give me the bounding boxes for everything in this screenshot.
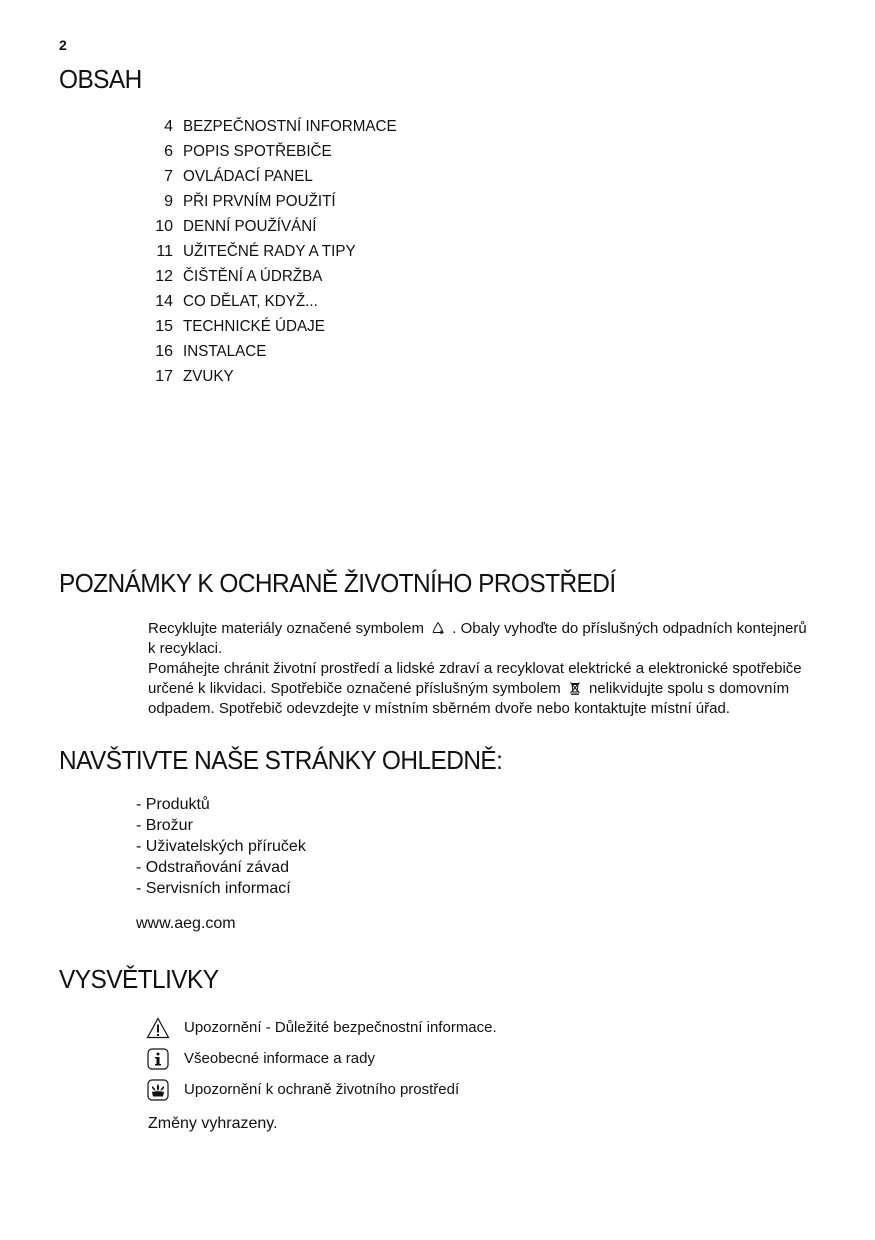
recycle-text-end: . Obaly vyhoďte do příslušných odpadních kontejnerů k recyklaci. [148, 620, 807, 657]
recycle-icon [431, 621, 445, 635]
info-icon [146, 1047, 170, 1071]
list-item: - Servisních informací [136, 880, 291, 897]
toc-title: OVLÁDACÍ PANEL [183, 167, 313, 185]
toc-item[interactable] [143, 339, 563, 364]
toc-title: TECHNICKÉ ÚDAJE [183, 317, 325, 335]
environment-icon [146, 1078, 170, 1102]
toc-title: ZVUKY [183, 367, 234, 385]
environment-heading: POZNÁMKY K OCHRANĚ ŽIVOTNÍHO PROSTŘEDÍ [59, 568, 616, 598]
toc-page-number: 10 [155, 217, 173, 235]
table-of-contents [143, 114, 563, 389]
legend-text: Upozornění - Důležité bezpečnostní informace. [184, 1019, 497, 1036]
toc-title: ČIŠTĚNÍ A ÚDRŽBA [183, 267, 323, 285]
toc-item[interactable] [143, 189, 563, 214]
crossed-bin-icon [568, 681, 582, 695]
toc-page-number: 11 [156, 242, 173, 260]
list-item: - Odstraňování závad [136, 859, 289, 876]
toc-page-number: 17 [155, 367, 173, 385]
toc-page-number: 16 [155, 342, 173, 360]
toc-page-number: 15 [155, 317, 173, 335]
changes-note: Změny vyhrazeny. [148, 1115, 278, 1132]
toc-page-number: 7 [164, 167, 173, 185]
website-link[interactable]: www.aeg.com [136, 915, 236, 932]
toc-item[interactable] [143, 364, 563, 389]
legend-item-environment [146, 1074, 497, 1105]
toc-page-number: 14 [155, 292, 173, 310]
toc-title: PŘI PRVNÍM POUŽITÍ [183, 192, 336, 210]
toc-title: POPIS SPOTŘEBIČE [183, 142, 332, 160]
disposal-text-start: Pomáhejte chránit životní prostředí a lidské zdraví a recyklovat elektrické a elektronické spotřebiče určené k likvidaci. Spotřebiče označené příslušným symbolem [148, 660, 802, 697]
toc-item[interactable] [143, 264, 563, 289]
toc-item[interactable] [143, 314, 563, 339]
toc-title: UŽITEČNÉ RADY A TIPY [183, 242, 356, 260]
toc-title: INSTALACE [183, 342, 267, 360]
legend-heading: VYSVĚTLIVKY [59, 964, 219, 994]
toc-item[interactable] [143, 139, 563, 164]
page-number: 2 [59, 37, 67, 53]
toc-page-number: 6 [164, 142, 173, 160]
recycle-paragraph [148, 619, 818, 659]
visit-heading: NAVŠTIVTE NAŠE STRÁNKY OHLEDNĚ: [59, 745, 503, 775]
toc-page-number: 4 [164, 117, 173, 135]
legend-item-info [146, 1043, 497, 1074]
environment-text [148, 619, 818, 719]
toc-page-number: 12 [155, 267, 173, 285]
disposal-paragraph [148, 659, 818, 719]
legend-text: Upozornění k ochraně životního prostředí [184, 1081, 460, 1098]
warning-icon [146, 1016, 170, 1040]
toc-title: DENNÍ POUŽÍVÁNÍ [183, 217, 317, 235]
toc-title: CO DĚLAT, KDYŽ... [183, 292, 318, 310]
toc-item[interactable] [143, 114, 563, 139]
legend-item-warning [146, 1012, 497, 1043]
toc-item[interactable] [143, 289, 563, 314]
toc-item[interactable] [143, 164, 563, 189]
toc-title: BEZPEČNOSTNÍ INFORMACE [183, 117, 397, 135]
legend-text: Všeobecné informace a rady [184, 1050, 375, 1067]
visit-list [136, 794, 306, 899]
toc-item[interactable] [143, 239, 563, 264]
toc-item[interactable] [143, 214, 563, 239]
legend-list [146, 1012, 497, 1105]
list-item: - Uživatelských příruček [136, 838, 306, 855]
toc-page-number: 9 [164, 192, 173, 210]
list-item: - Produktů [136, 796, 210, 813]
disposal-text-end: nelikvidujte spolu s domovním odpadem. Spotřebič odevzdejte v místním sběrném dvoře nebo kontaktujte místní úřad. [148, 680, 790, 717]
recycle-text-start: Recyklujte materiály označené symbolem [148, 620, 424, 637]
contents-heading: OBSAH [59, 64, 142, 94]
list-item: - Brožur [136, 817, 193, 834]
